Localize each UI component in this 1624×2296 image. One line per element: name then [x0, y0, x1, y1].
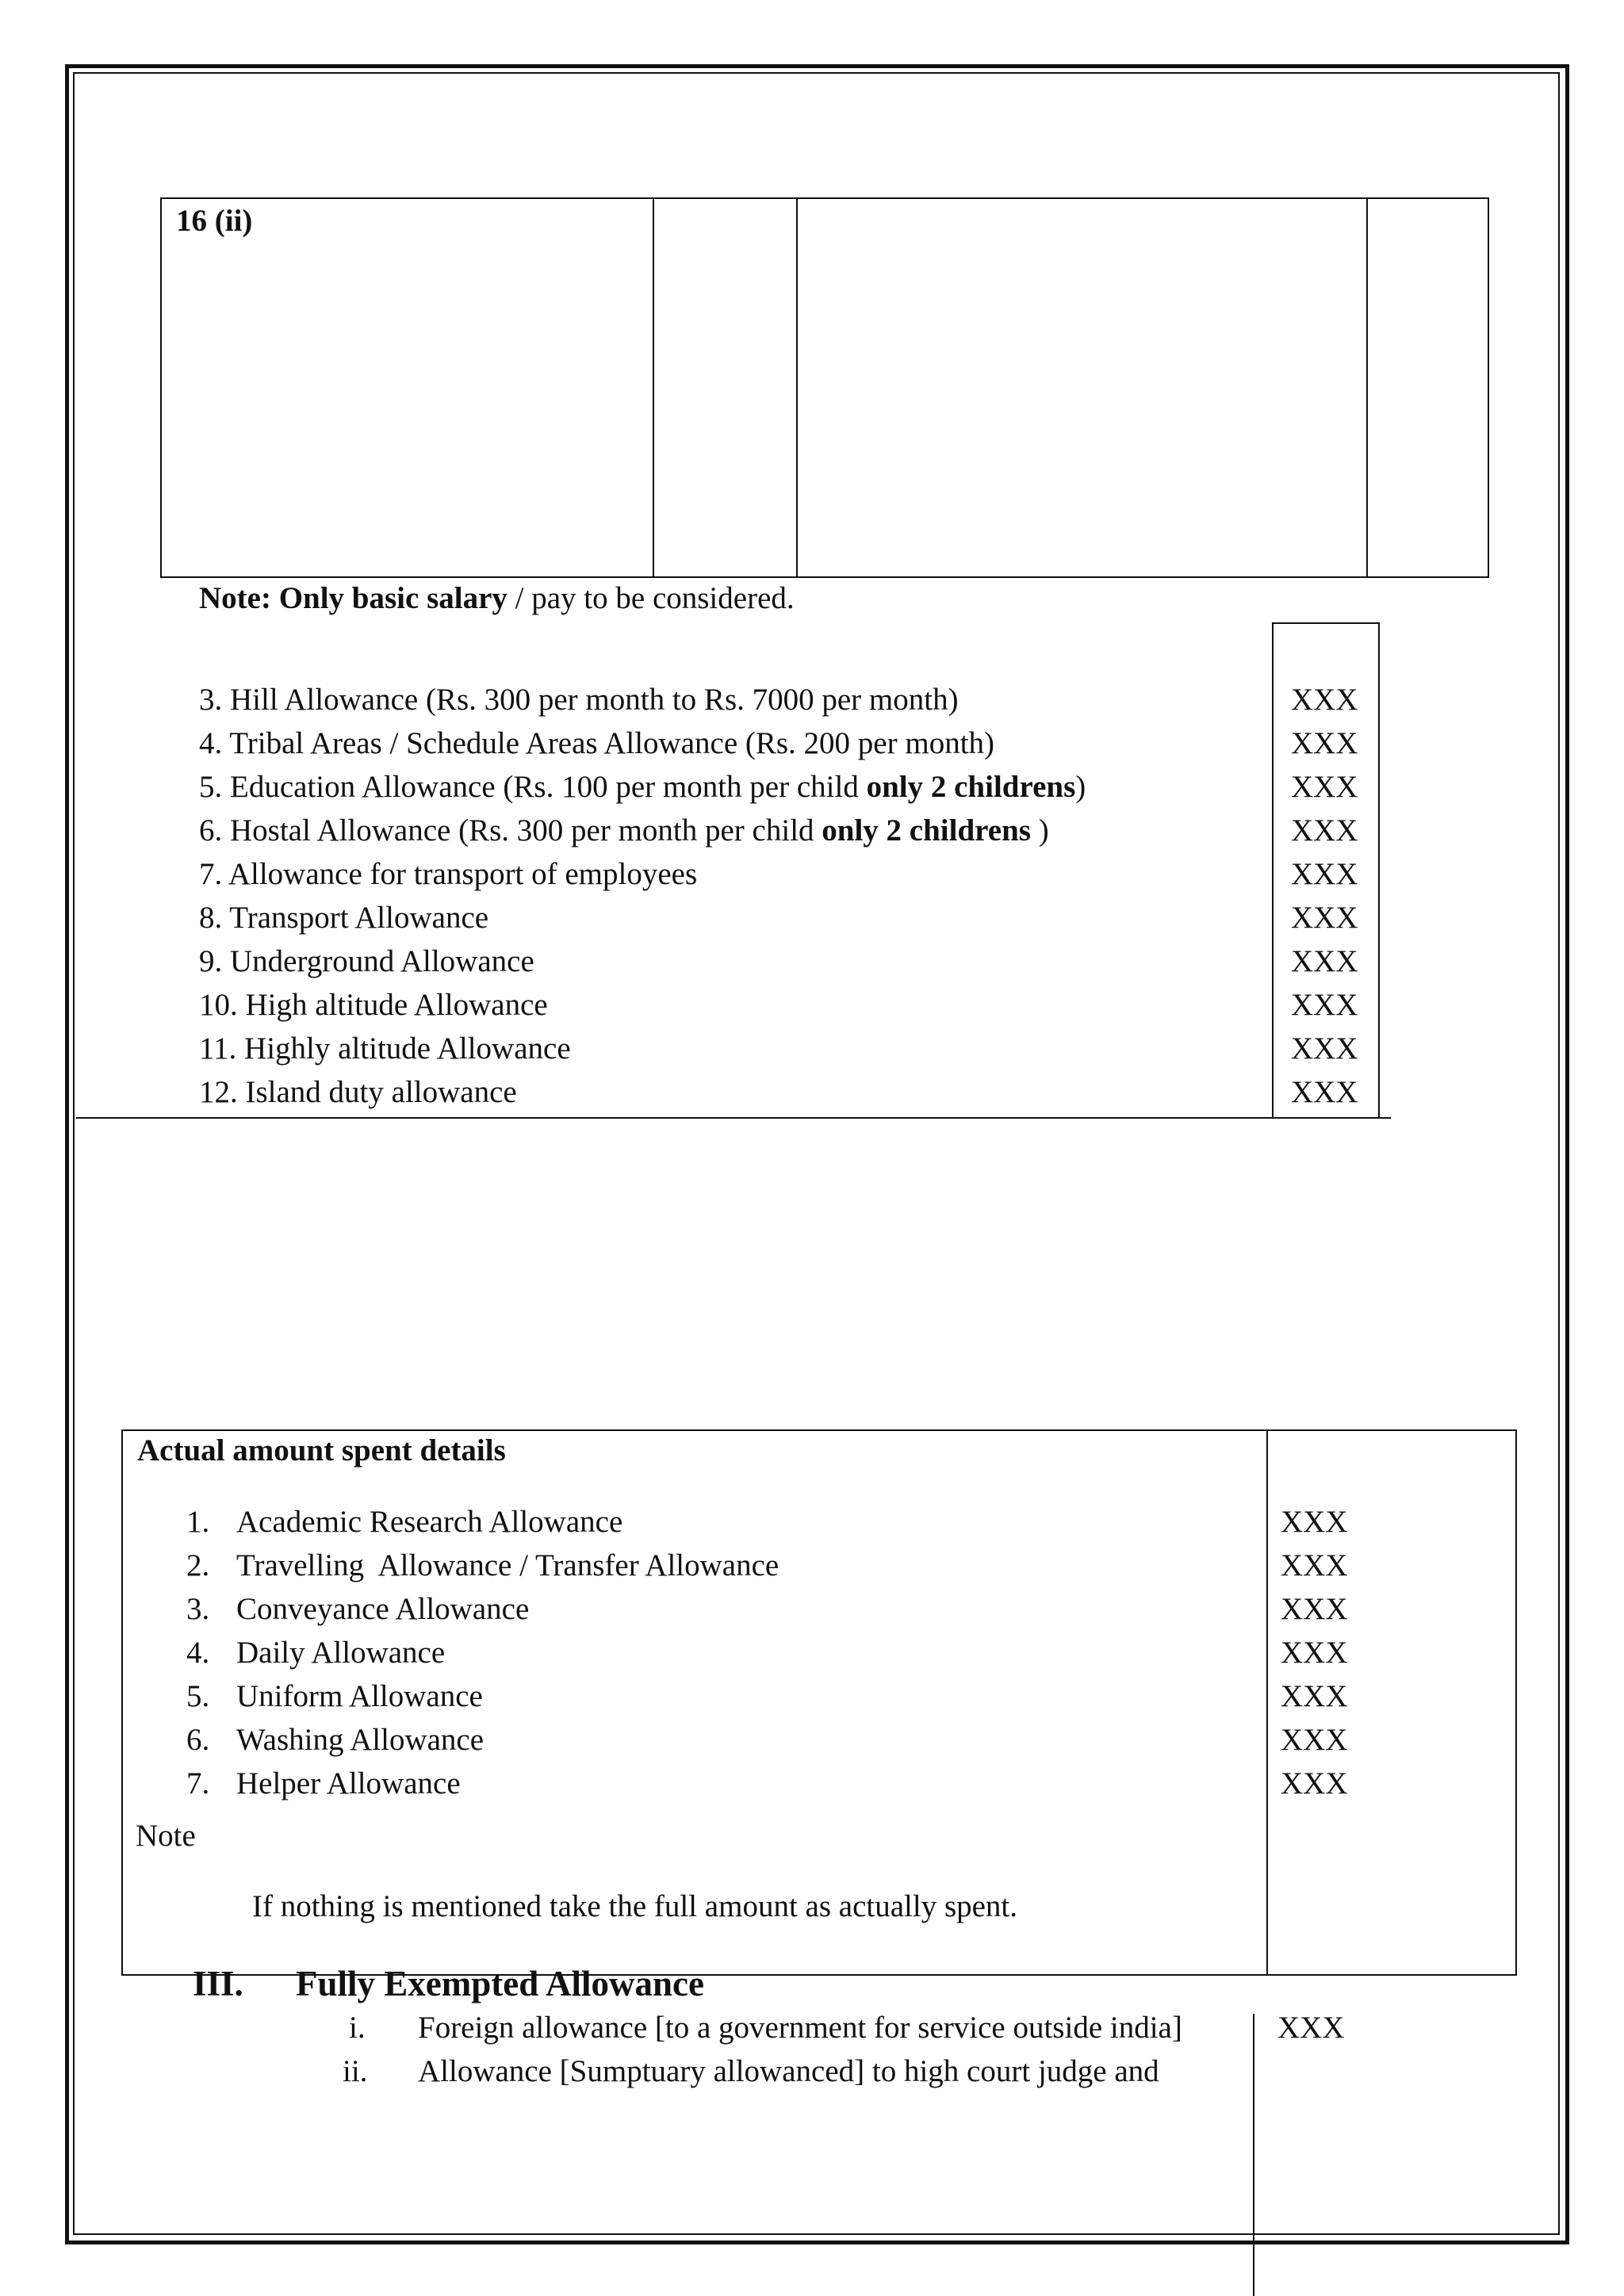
list-item-amount: XXX — [1291, 901, 1358, 935]
list-a-top-rule — [1272, 622, 1380, 624]
list-a-amount-divider-left — [1272, 622, 1274, 1119]
list-item-number: 5. — [186, 1679, 210, 1713]
note-basic-salary — [199, 577, 795, 620]
list-item-amount: XXX — [1281, 1505, 1348, 1539]
section3-amount-divider — [1253, 2014, 1254, 2296]
list-item: Uniform Allowance — [236, 1679, 483, 1713]
list-item-number: ii. — [343, 2054, 368, 2088]
list-item: Daily Allowance — [236, 1636, 446, 1670]
list-item-amount: XXX — [1291, 770, 1358, 804]
actual-spent-heading: Actual amount spent details — [137, 1433, 506, 1468]
list-item-number: 7. — [186, 1766, 210, 1800]
actual-spent-amount-divider — [1266, 1429, 1268, 1974]
list-item-amount: XXX — [1281, 1548, 1348, 1582]
list-item-amount: XXX — [1277, 2011, 1345, 2045]
list-item-amount: XXX — [1281, 1636, 1348, 1670]
list-item: Washing Allowance — [236, 1723, 485, 1757]
section-numeral: III. — [193, 1964, 243, 2003]
list-item-amount: XXX — [1291, 857, 1358, 891]
list-item: Academic Research Allowance — [236, 1505, 623, 1539]
note-basic-salary-bold: Note: Only basic salary — [199, 581, 508, 615]
list-item: 7. Allowance for transport of employees — [199, 857, 698, 891]
list-item: 3. Hill Allowance (Rs. 300 per month to Rs. 7000 per month) — [199, 683, 959, 717]
list-item: 9. Underground Allowance — [199, 944, 534, 978]
top-table-divider-1 — [653, 197, 654, 576]
list-item: Conveyance Allowance — [236, 1592, 530, 1626]
list-item-number: 1. — [186, 1505, 210, 1539]
note-basic-salary-rest: / pay to be considered. — [507, 581, 795, 615]
list-item-amount: XXX — [1291, 1031, 1358, 1066]
list-item-number: 6. — [186, 1723, 210, 1757]
list-item: Foreign allowance [to a government for service outside india] — [418, 2011, 1182, 2045]
list-item-amount: XXX — [1291, 988, 1358, 1022]
list-item: Allowance [Sumptuary allowanced] to high court judge and — [418, 2054, 1159, 2088]
list-item-number: 2. — [186, 1548, 210, 1582]
list-item-amount: XXX — [1281, 1679, 1348, 1713]
list-item-amount: XXX — [1281, 1592, 1348, 1626]
list-item: Helper Allowance — [236, 1766, 461, 1800]
list-item-amount: XXX — [1281, 1723, 1348, 1757]
list-item: 5. Education Allowance (Rs. 100 per month per child only 2 childrens) — [199, 770, 1086, 804]
list-item: 8. Transport Allowance — [199, 901, 489, 935]
actual-spent-note-label: Note — [136, 1819, 196, 1853]
list-item: 10. High altitude Allowance — [199, 988, 548, 1022]
list-item-amount: XXX — [1291, 683, 1358, 717]
top-table-divider-3 — [1366, 197, 1368, 576]
list-item-amount: XXX — [1291, 726, 1358, 760]
list-item-number: i. — [349, 2011, 366, 2045]
section-title: Fully Exempted Allowance — [296, 1964, 704, 2003]
list-item-amount: XXX — [1281, 1766, 1348, 1800]
list-item: Travelling Allowance / Transfer Allowance — [236, 1548, 779, 1582]
list-item: 6. Hostal Allowance (Rs. 300 per month per child only 2 childrens ) — [199, 813, 1049, 848]
list-item-amount: XXX — [1291, 944, 1358, 978]
list-a-amount-divider-right — [1378, 622, 1380, 1119]
list-item-number: 3. — [186, 1592, 210, 1626]
top-table-divider-2 — [796, 197, 798, 576]
list-item: 11. Highly altitude Allowance — [199, 1031, 571, 1066]
list-item: 12. Island duty allowance — [199, 1075, 517, 1109]
list-item-number: 4. — [186, 1636, 210, 1670]
list-item-amount: XXX — [1291, 813, 1358, 848]
top-table-cell-label: 16 (ii) — [176, 204, 253, 238]
actual-spent-note-text: If nothing is mentioned take the full amount as actually spent. — [252, 1889, 1018, 1923]
top-table — [160, 197, 1489, 578]
list-item: 4. Tribal Areas / Schedule Areas Allowance (Rs. 200 per month) — [199, 726, 995, 760]
list-item-amount: XXX — [1291, 1075, 1358, 1109]
list-a-bottom-rule — [76, 1117, 1391, 1119]
